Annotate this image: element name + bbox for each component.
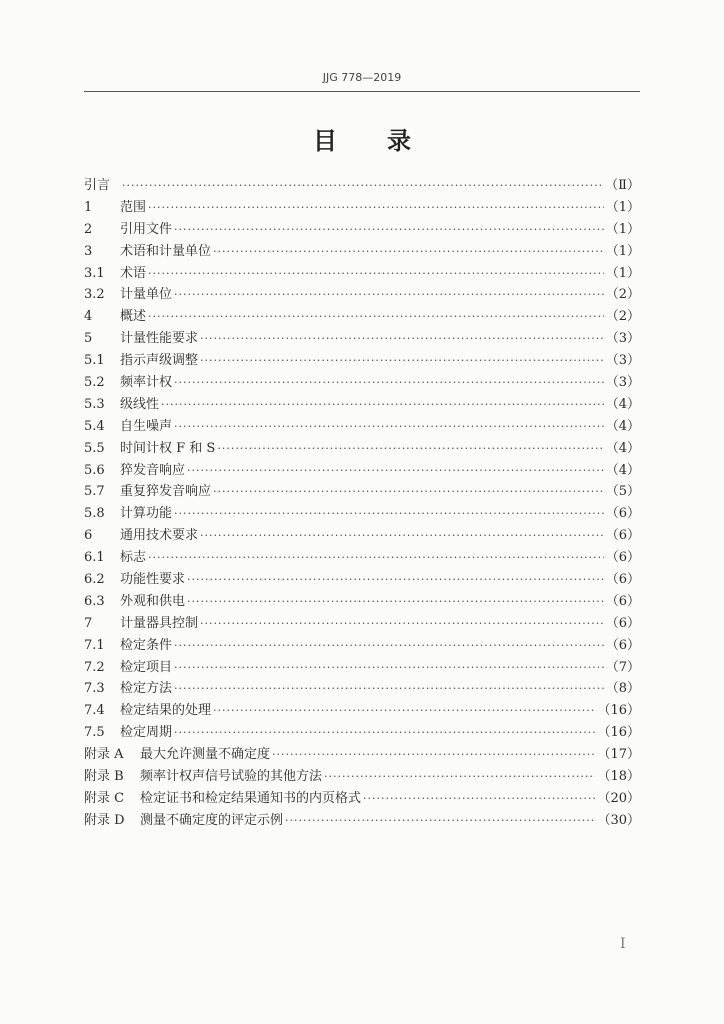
dot-leader xyxy=(148,197,604,219)
toc-entry-number: 3.1 xyxy=(84,265,105,281)
toc-entry-number: 附录 A xyxy=(84,747,124,763)
toc-entry-page: （5） xyxy=(605,484,640,500)
dot-leader xyxy=(174,284,604,306)
toc-entry[interactable] xyxy=(84,722,640,744)
dot-leader xyxy=(148,263,604,285)
toc-entry-number: 7 xyxy=(84,615,93,631)
toc-entry-number: 附录 B xyxy=(84,769,124,785)
dot-leader xyxy=(285,810,595,832)
toc-entry-title: 级线性 xyxy=(120,396,160,412)
toc-entry-page: （2） xyxy=(605,287,640,303)
toc-entry-page: （4） xyxy=(605,396,640,412)
toc-entry-page: （18） xyxy=(597,769,640,785)
toc-entry-number: 附录 C xyxy=(84,790,125,806)
toc-entry-title: 检定周期 xyxy=(120,725,173,741)
toc-entry-title: 自生噪声 xyxy=(120,418,173,434)
dot-leader xyxy=(174,416,604,438)
toc-entry-page: （6） xyxy=(605,593,640,609)
toc-entry-number: 2 xyxy=(84,221,93,237)
dot-leader xyxy=(187,569,604,591)
toc-entry-page: （3） xyxy=(605,375,640,391)
toc-entry[interactable] xyxy=(84,372,640,394)
dot-leader xyxy=(217,438,603,460)
toc-entry-page: （16） xyxy=(597,703,640,719)
dot-leader xyxy=(324,766,595,788)
toc-entry-title: 术语和计量单位 xyxy=(120,243,212,259)
toc-entry-title: 检定方法 xyxy=(120,681,173,697)
dot-leader xyxy=(174,678,604,700)
toc-entry-title: 计量单位 xyxy=(120,287,173,303)
page-title: 目录 xyxy=(313,127,461,155)
toc-entry-page: （4） xyxy=(605,418,640,434)
toc-entry[interactable] xyxy=(84,394,640,416)
toc-entry[interactable] xyxy=(84,525,640,547)
toc-entry[interactable] xyxy=(84,591,640,613)
toc-entry-page: （6） xyxy=(605,506,640,522)
dot-leader xyxy=(148,306,604,328)
toc-entry[interactable] xyxy=(84,503,640,525)
toc-entry-page: （8） xyxy=(605,681,640,697)
toc-entry-number: 5.7 xyxy=(84,484,105,500)
toc-entry[interactable] xyxy=(84,175,640,197)
toc-entry-number: 5.6 xyxy=(84,462,105,478)
toc-entry[interactable] xyxy=(84,547,640,569)
toc-entry[interactable] xyxy=(84,350,640,372)
dot-leader xyxy=(200,613,604,635)
toc-entry[interactable] xyxy=(84,766,640,788)
dot-leader xyxy=(174,657,604,679)
toc-entry-page: （2） xyxy=(605,309,640,325)
toc-entry-number: 7.3 xyxy=(84,681,105,697)
toc-entry[interactable] xyxy=(84,241,640,263)
toc-entry-number: 5.5 xyxy=(84,440,105,456)
toc-entry-page: （1） xyxy=(605,243,640,259)
toc-entry[interactable] xyxy=(84,744,640,766)
toc-entry-page: （4） xyxy=(605,462,640,478)
dot-leader xyxy=(187,460,604,482)
toc-entry-title: 检定项目 xyxy=(120,659,173,675)
toc-entry-title: 范围 xyxy=(120,199,147,215)
toc-entry-title: 引用文件 xyxy=(120,221,173,237)
toc-entry-number: 5.4 xyxy=(84,418,105,434)
toc-entry[interactable] xyxy=(84,613,640,635)
toc-entry[interactable] xyxy=(84,197,640,219)
toc-entry[interactable] xyxy=(84,284,640,306)
toc-entry-number: 7.5 xyxy=(84,725,105,741)
toc-entry-number: 3.2 xyxy=(84,287,105,303)
toc-entry-page: （20） xyxy=(597,790,640,806)
dot-leader xyxy=(187,591,604,613)
toc-entry-title: 猝发音响应 xyxy=(120,462,186,478)
toc-entry[interactable] xyxy=(84,481,640,503)
toc-entry-title: 检定证书和检定结果通知书的内页格式 xyxy=(140,790,362,806)
toc-entry-page: （6） xyxy=(605,572,640,588)
dot-leader xyxy=(174,635,604,657)
toc-entry-title: 计量性能要求 xyxy=(120,331,199,347)
dot-leader xyxy=(161,394,604,416)
toc-entry-page: （4） xyxy=(605,440,640,456)
toc-entry-title: 标志 xyxy=(120,550,147,566)
toc-entry-page: （6） xyxy=(605,615,640,631)
toc-entry-page: （1） xyxy=(605,199,640,215)
toc-entry-number: 7.1 xyxy=(84,637,105,653)
toc-entry-title: 检定条件 xyxy=(120,637,173,653)
toc-entry-number: 6.2 xyxy=(84,572,105,588)
toc-entry-number: 1 xyxy=(84,199,93,215)
dot-leader xyxy=(174,722,595,744)
toc-entry-number: 引言 xyxy=(84,178,111,193)
dot-leader xyxy=(200,350,604,372)
toc-entry-title: 频率计权声信号试验的其他方法 xyxy=(140,769,323,785)
toc-entry-page: （Ⅱ） xyxy=(605,178,640,193)
toc-entry-page: （6） xyxy=(605,550,640,566)
toc-entry[interactable] xyxy=(84,438,640,460)
dot-leader xyxy=(200,328,604,350)
dot-leader xyxy=(272,744,595,766)
toc-entry-title: 概述 xyxy=(120,309,147,325)
toc-entry[interactable] xyxy=(84,700,640,722)
toc-entry-title: 频率计权 xyxy=(120,375,173,391)
dot-leader xyxy=(363,788,595,810)
toc-entry[interactable] xyxy=(84,263,640,285)
dot-leader xyxy=(213,241,604,263)
dot-leader xyxy=(122,175,603,197)
toc-entry-page: （30） xyxy=(597,812,640,828)
toc-entry-title: 最大允许测量不确定度 xyxy=(140,747,271,763)
toc-entry-number: 5 xyxy=(84,331,93,347)
toc-entry-title: 外观和供电 xyxy=(120,593,186,609)
toc-entry[interactable] xyxy=(84,460,640,482)
toc-entry[interactable] xyxy=(84,657,640,679)
toc-entry[interactable] xyxy=(84,788,640,810)
toc-entry[interactable] xyxy=(84,328,640,350)
toc-entry[interactable] xyxy=(84,416,640,438)
toc-entry-number: 3 xyxy=(84,243,93,259)
toc-entry-title: 测量不确定度的评定示例 xyxy=(140,812,284,828)
toc-entry[interactable] xyxy=(84,635,640,657)
toc-entry[interactable] xyxy=(84,306,640,328)
toc-entry-title: 计量器具控制 xyxy=(120,615,199,631)
toc-entry-title: 时间计权 F 和 S xyxy=(120,440,216,456)
toc-entry-page: （6） xyxy=(605,528,640,544)
toc-entry-title: 检定结果的处理 xyxy=(120,703,212,719)
toc-entry-page: （3） xyxy=(605,353,640,369)
toc-entry-title: 计算功能 xyxy=(120,506,173,522)
document-code-header: JJG 778—2019 xyxy=(322,71,402,84)
toc-entry-title: 指示声级调整 xyxy=(120,353,199,369)
toc-entry-number: 6.3 xyxy=(84,593,105,609)
toc-entry-number: 7.4 xyxy=(84,703,105,719)
dot-leader xyxy=(213,481,604,503)
toc-entry-number: 6 xyxy=(84,528,93,544)
toc-entry[interactable] xyxy=(84,569,640,591)
toc-entry-number: 5.8 xyxy=(84,506,105,522)
toc-entry-number: 7.2 xyxy=(84,659,105,675)
toc-entry[interactable] xyxy=(84,219,640,241)
table-of-contents xyxy=(84,175,640,832)
toc-entry[interactable] xyxy=(84,810,640,832)
dot-leader xyxy=(213,700,595,722)
dot-leader xyxy=(174,219,604,241)
toc-entry-title: 功能性要求 xyxy=(120,572,186,588)
toc-entry-number: 6.1 xyxy=(84,550,105,566)
toc-entry-page: （6） xyxy=(605,637,640,653)
toc-entry-number: 5.3 xyxy=(84,396,105,412)
dot-leader xyxy=(174,503,604,525)
toc-entry-number: 附录 D xyxy=(84,812,125,828)
toc-entry-title: 重复猝发音响应 xyxy=(120,484,212,500)
toc-entry-title: 通用技术要求 xyxy=(120,528,199,544)
toc-entry-page: （17） xyxy=(597,747,640,763)
toc-entry-number: 4 xyxy=(84,309,93,325)
toc-entry-title: 术语 xyxy=(120,265,147,281)
toc-entry-page: （16） xyxy=(597,725,640,741)
toc-entry[interactable] xyxy=(84,678,640,700)
dot-leader xyxy=(200,525,604,547)
toc-entry-page: （3） xyxy=(605,331,640,347)
toc-entry-page: （1） xyxy=(605,265,640,281)
toc-entry-page: （1） xyxy=(605,221,640,237)
dot-leader xyxy=(148,547,604,569)
toc-entry-page: （7） xyxy=(605,659,640,675)
dot-leader xyxy=(174,372,604,394)
page-number: I xyxy=(620,936,626,952)
header-rule xyxy=(84,91,640,92)
toc-entry-number: 5.2 xyxy=(84,375,105,391)
toc-entry-number: 5.1 xyxy=(84,353,105,369)
